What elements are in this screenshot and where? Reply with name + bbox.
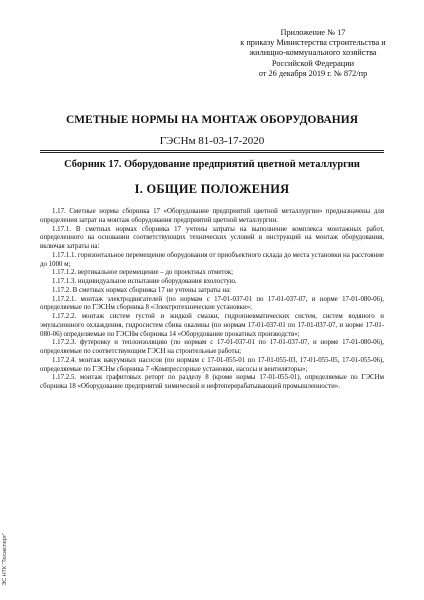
appendix-ministry-line: жилищно-коммунального хозяйства: [249, 48, 377, 58]
paragraph-1-17-2-3: 1.17.2.3. футеровку и теплоизоляцию (по нормам с 17-01-037-01 по 17-01-037-07, и норме 17-01-080-06), определяемые по соответствующим ГЭСН на строительные работы;: [40, 339, 384, 355]
appendix-block: [228, 28, 398, 79]
paragraph-1-17-1: 1.17.1. В сметных нормах сборника 17 учтены затраты на выполнение комплекса монтажных работ, определенного на основании соответствующих технических условий и инструкций на монтаж оборудования, включая затраты на:: [40, 225, 384, 250]
paragraph-1-17-2-4: 1.17.2.4. монтаж вакуумных насосов (по нормам с 17-01-055-01 по 17-01-055-03, 17-01-055-05, 17-01-055-06), определяемые по ГЭСНм сборника 7 «Компрессорные установки, насосы и вентиляторы»;: [40, 356, 384, 373]
paragraph-1-17-2: 1.17.2. В сметных нормах сборника 17 не учтены затраты на:: [52, 286, 232, 294]
paragraph-1-17-1-2: 1.17.1.2. вертикальное перемещение – до проектных отметок;: [52, 269, 234, 277]
paragraph-1-17-2-2: 1.17.2.2. монтаж систем густой и жидкой смазки, гидропневматических систем, систем водяного и эмульсионного охлаждения, гидросистем сбива окалины (по нормам 17-01-037-01 по 17-01-037-07, и норме 17-01-080-06) определяемые по ГЭСНм сборника 14 «Оборудование прокатных производств»;: [40, 313, 384, 338]
document-code: ГЭСНм 81-03-17-2020: [159, 135, 265, 147]
section-heading: I. ОБЩИЕ ПОЛОЖЕНИЯ: [134, 182, 290, 196]
paragraph-1-17-1-3: 1.17.1.3. индивидуальное испытание оборудования вхолостую.: [52, 278, 237, 285]
appendix-country-line: Российской Федерации: [271, 58, 355, 68]
paragraph-1-17-1-1: 1.17.1.1. горизонтальное перемещение оборудования от приобъектного склада до места установки на расстояние до 1000 м;: [40, 251, 384, 268]
paragraph-1-17-2-5: 1.17.2.5. монтаж графитовых реторт по разделу 8 (кроме нормы 17-01-055-01), определяемые по ГЭСНм сборника 18 «Оборудование предприятий химической и нефтеперерабатывающей промышленности».: [40, 374, 384, 390]
paragraph-1-17: 1.17. Сметные нормы сборника 17 «Оборудование предприятий цветной металлургии» предназначены для определения затрат на монтаж оборудования предприятий цветной металлургии.: [40, 208, 384, 224]
appendix-date-line: от 26 декабря 2019 г. № 872/пр: [258, 68, 368, 78]
collection-heading: Сборник 17. Оборудование предприятий цветной металлургии: [64, 159, 360, 170]
paragraph-1-17-2-1: 1.17.2.1. монтаж электродвигателей (по нормам с 17-01-037-01 по 17-01-037-07, и норме 17-01-080-06), определяемые по ГЭСНм сборника 8 «Электротехнические установки»;: [40, 295, 384, 312]
margin-stamp: ЭС НТК "Техэксперт": [2, 533, 8, 586]
document-body: [40, 208, 384, 392]
divider-top: [40, 150, 384, 151]
divider-bottom: [40, 152, 384, 153]
appendix-number: Приложение № 17: [280, 28, 346, 37]
appendix-order-line: к приказу Министерства строительства и: [240, 38, 386, 48]
document-title: СМЕТНЫЕ НОРМЫ НА МОНТАЖ ОБОРУДОВАНИЯ: [65, 114, 359, 126]
